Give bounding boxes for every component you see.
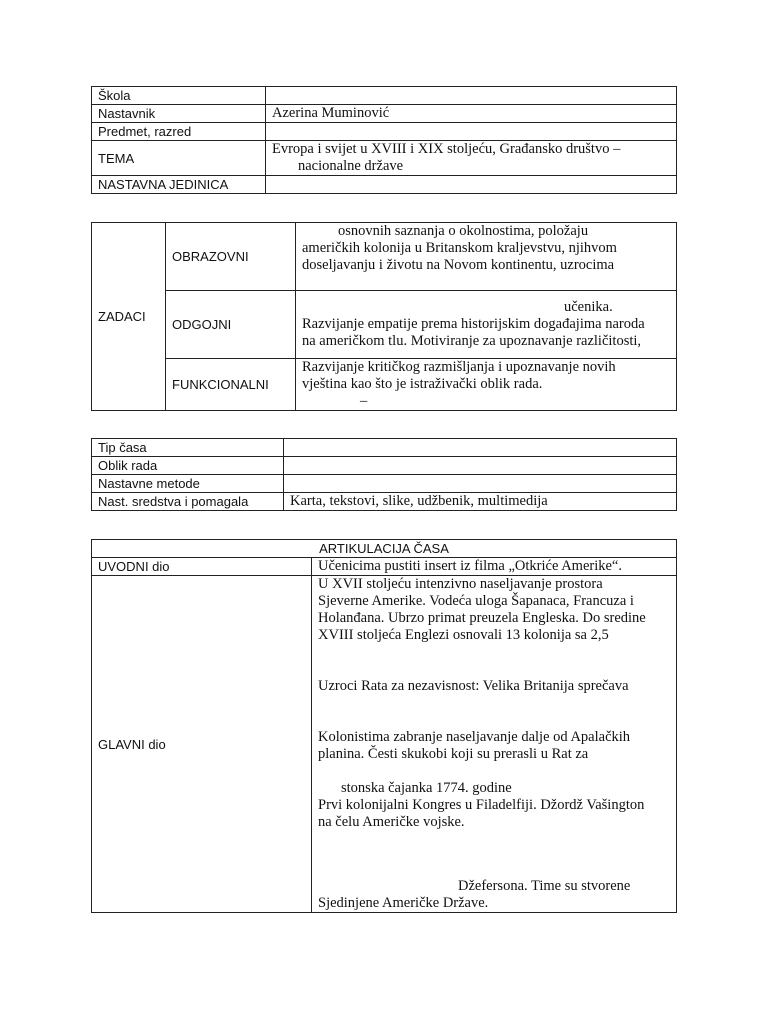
method-table — [91, 438, 677, 511]
info-row-teacher — [92, 105, 677, 123]
info-label: NASTAVNA JEDINICA — [92, 176, 266, 194]
tasks-row-educational — [92, 223, 677, 291]
method-label: Tip časa — [92, 439, 284, 457]
info-value — [266, 123, 677, 141]
info-label: TEMA — [92, 141, 266, 176]
articulation-label: UVODNI dio — [92, 558, 312, 576]
info-label: Predmet, razred — [92, 123, 266, 141]
main-line: na čelu Američke vojske. — [318, 814, 465, 830]
info-row-subject — [92, 123, 677, 141]
main-line: XVIII stoljeća Englezi osnovali 13 kolonija sa 2,5 — [318, 627, 609, 643]
method-label: Nastavne metode — [92, 475, 284, 493]
main-line: Prvi kolonijalni Kongres u Filadelfiji. Džordž Vašington — [318, 797, 645, 813]
method-value — [284, 439, 677, 457]
method-row — [92, 439, 677, 457]
info-value: Azerina Muminović — [266, 105, 677, 123]
articulation-row-intro — [92, 558, 677, 576]
tasks-content — [296, 223, 677, 291]
topic-line: Evropa i svijet u XVIII i XIX stoljeću, Građansko društvo – — [272, 141, 621, 157]
tasks-label: ODGOJNI — [166, 291, 296, 359]
tasks-line: osnovnih saznanja o okolnostima, položaju — [338, 223, 589, 239]
tasks-line: Razvijanje kritičkog razmišljanja i upoznavanje novih — [302, 359, 616, 375]
main-line: Sjedinjene Američke Države. — [318, 895, 489, 911]
articulation-value: Učenicima pustiti insert iz filma „Otkriće Amerike“. — [312, 558, 677, 576]
tasks-line: vještina kao što je istraživački oblik rada. — [302, 376, 543, 392]
tasks-table — [91, 222, 677, 411]
info-table — [91, 86, 677, 194]
info-value — [266, 176, 677, 194]
articulation-header: ARTIKULACIJA ČASA — [92, 540, 677, 558]
tasks-line: američkih kolonija u Britanskom kraljevstvu, njihvom — [302, 240, 617, 256]
tasks-row-upbringing — [92, 291, 677, 359]
info-label: Škola — [92, 87, 266, 105]
tasks-line: – — [360, 393, 368, 409]
info-row-school — [92, 87, 677, 105]
method-row — [92, 493, 677, 511]
info-row-lesson-unit — [92, 176, 677, 194]
tasks-line: doseljavanju i životu na Novom kontinentu, uzrocima — [302, 257, 615, 273]
method-row — [92, 457, 677, 475]
tasks-content — [296, 291, 677, 359]
articulation-label: GLAVNI dio — [92, 576, 312, 913]
tasks-group-label: ZADACI — [92, 223, 166, 411]
articulation-header-row — [92, 540, 677, 558]
method-row — [92, 475, 677, 493]
info-row-topic — [92, 141, 677, 176]
articulation-row-main — [92, 576, 677, 913]
tasks-label: FUNKCIONALNI — [166, 359, 296, 411]
method-value — [284, 457, 677, 475]
method-value: Karta, tekstovi, slike, udžbenik, multimedija — [284, 493, 677, 511]
tasks-row-functional — [92, 359, 677, 411]
tasks-line: učenika. — [564, 299, 613, 315]
info-value — [266, 87, 677, 105]
main-line: Sjeverne Amerike. Vodeća uloga Šapanaca, Francuza i — [318, 593, 634, 609]
main-line: Holanđana. Ubrzo primat preuzela Engleska. Do sredine — [318, 610, 646, 626]
main-line: Uzroci Rata za nezavisnost: Velika Britanija sprečava — [318, 678, 629, 694]
main-line: stonska čajanka 1774. godine — [341, 780, 512, 796]
info-label: Nastavnik — [92, 105, 266, 123]
tasks-line: Razvijanje empatije prema historijskim događajima naroda — [302, 316, 645, 332]
tasks-label: OBRAZOVNI — [166, 223, 296, 291]
articulation-main-content — [312, 576, 677, 913]
articulation-table — [91, 539, 677, 913]
method-value — [284, 475, 677, 493]
main-line: Džefersona. Time su stvorene — [458, 878, 631, 894]
method-label: Nast. sredstva i pomagala — [92, 493, 284, 511]
tasks-content — [296, 359, 677, 411]
main-line: U XVII stoljeću intenzivno naseljavanje prostora — [318, 576, 603, 592]
topic-line: nacionalne države — [298, 158, 404, 174]
method-label: Oblik rada — [92, 457, 284, 475]
info-value — [266, 141, 677, 176]
tasks-line: na američkom tlu. Motiviranje za upoznavanje različitosti, — [302, 333, 642, 349]
main-line: planina. Česti skukobi koji su prerasli u Rat za — [318, 746, 589, 762]
main-line: Kolonistima zabranje naseljavanje dalje od Apalačkih — [318, 729, 631, 745]
